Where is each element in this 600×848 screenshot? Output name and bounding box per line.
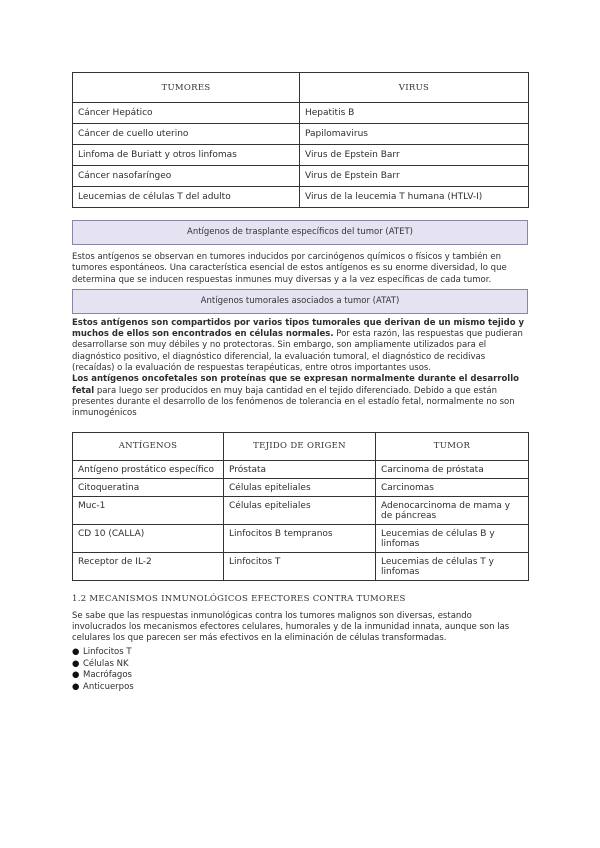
table-cell: Cáncer nasofaríngeo: [73, 166, 300, 187]
table-cell: Antígeno prostático específico: [73, 460, 224, 478]
table-row: [73, 145, 529, 166]
table-row: [73, 187, 529, 208]
effector-list: [72, 647, 528, 693]
table-cell: Leucemias de células T del adulto: [73, 187, 300, 208]
column-header: ANTÍGENOS: [73, 432, 224, 460]
table-header-row: [73, 432, 529, 460]
atet-paragraph: Estos antígenos se observan en tumores inducidos por carcinógenos químicos o físicos y también en tumores espontáneos. Una característica esencial de estos antígenos es su enorme diversidad, lo que determina que se inducen respuestas inmunes muy diversas y a la vez específicas de cada tumor.: [72, 252, 507, 285]
table-cell: Cáncer de cuello uterino: [73, 124, 300, 145]
column-header: TEJIDO DE ORIGEN: [224, 432, 376, 460]
list-item: ● Macrófagos: [72, 670, 528, 682]
list-item: ● Linfocitos T: [72, 647, 528, 659]
table-row: [73, 124, 529, 145]
section-heading: 1.2 MECANISMOS INMUNOLÓGICOS EFECTORES CONTRA TUMORES: [72, 593, 406, 604]
table-cell: Leucemias de células B y linfomas: [376, 524, 529, 552]
table-row: [73, 552, 529, 580]
atat-paragraph-text: Por esta razón, las respuestas que pudieran desarrollarse son muy débiles y no protectoras. Sin embargo, son ampliamente utilizados para el diagnóstico positivo, el diagnóstico diferencial, la evaluación tumoral, el diagnóstico de recidivas (recaídas) o la evaluación de respuestas terapéuticas, entre otros importantes usos.: [72, 329, 523, 374]
table-cell: Carcinomas: [376, 478, 529, 496]
table-cell: Adenocarcinoma de mama y de páncreas: [376, 496, 529, 524]
oncofetal-paragraph-bold: Los antígenos oncofetales son proteínas que se expresan normalmente durante el desarrollo fetal: [72, 374, 519, 396]
antigen-table: [72, 432, 529, 581]
oncofetal-paragraph: [72, 374, 528, 419]
table-cell: Papilomavirus: [300, 124, 529, 145]
oncofetal-paragraph-text: para luego ser producidos en muy baja cantidad en el tejido diferenciado. Debido a que están presentes durante el desarrollo de los fenómenos de tolerancia en el estadío fetal, normalmente no son inmunogénicos: [72, 385, 515, 419]
table-cell: Carcinoma de próstata: [376, 460, 529, 478]
table-row: [73, 496, 529, 524]
table-row: [73, 460, 529, 478]
table-cell: Virus de la leucemia T humana (HTLV-I): [300, 187, 529, 208]
table-cell: Receptor de IL-2: [73, 552, 224, 580]
table-cell: CD 10 (CALLA): [73, 524, 224, 552]
table-cell: Virus de Epstein Barr: [300, 145, 529, 166]
section-title-atet: Antígenos de trasplante específicos del tumor (ATET): [72, 220, 528, 245]
column-header: VIRUS: [300, 73, 529, 103]
table-cell: Próstata: [224, 460, 376, 478]
column-header: TUMOR: [376, 432, 529, 460]
table-cell: Linfocitos T: [224, 552, 376, 580]
table-row: [73, 166, 529, 187]
table-cell: Células epiteliales: [224, 496, 376, 524]
table-header-row: [73, 73, 529, 103]
section-title-atat: Antígenos tumorales asociados a tumor (ATAT): [72, 289, 528, 314]
table-cell: Linfoma de Buriatt y otros linfomas: [73, 145, 300, 166]
atat-paragraph-bold: Estos antígenos son compartidos por varios tipos tumorales que derivan de un mismo tejido y muchos de ellos son encontrados en células normales.: [72, 317, 525, 340]
table-cell: Leucemias de células T y linfomas: [376, 552, 529, 580]
table-row: [73, 524, 529, 552]
document-page: [72, 72, 528, 693]
table-row: [73, 103, 529, 124]
table-cell: Hepatitis B: [300, 103, 529, 124]
mechanisms-paragraph: Se sabe que las respuestas inmunológicas contra los tumores malignos son diversas, estando involucrados los mecanismos efectores celulares, humorales y de la inmunidad innata, aunque son las celulares los que parecen ser más efectivos en la eliminación de células transformadas.: [72, 610, 510, 644]
table-cell: Linfocitos B tempranos: [224, 524, 376, 552]
list-item: ● Anticuerpos: [72, 682, 528, 694]
table-cell: Virus de Epstein Barr: [300, 166, 529, 187]
list-item: ● Células NK: [72, 659, 528, 671]
virus-tumor-table: [72, 72, 529, 208]
atat-paragraph: [72, 318, 528, 374]
table-row: [73, 478, 529, 496]
column-header: TUMORES: [73, 73, 300, 103]
table-cell: Cáncer Hepático: [73, 103, 300, 124]
table-cell: Células epiteliales: [224, 478, 376, 496]
table-cell: Muc-1: [73, 496, 224, 524]
table-cell: Citoqueratina: [73, 478, 224, 496]
